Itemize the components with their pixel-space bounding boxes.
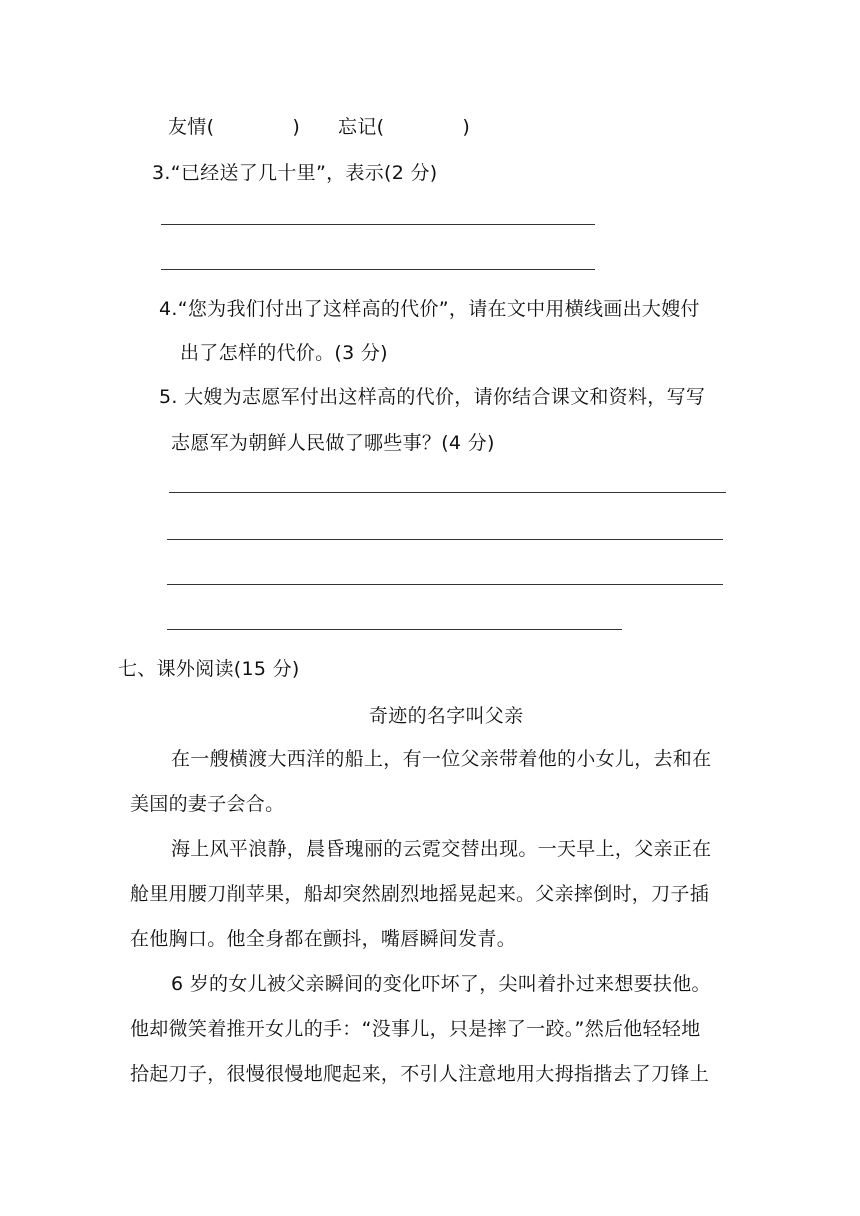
q2-answer-row — [168, 114, 470, 140]
q5-answer-line-1[interactable] — [169, 492, 726, 493]
passage-p3-line-2: 他却微笑着推开女儿的手：“没事儿，只是摔了一跤。”然后他轻轻地 — [130, 1018, 701, 1040]
wangji-label: 忘记 — [338, 116, 377, 138]
youqing-open-paren: ( — [206, 116, 215, 138]
section-7-heading: 七、课外阅读(15 分) — [118, 658, 300, 680]
passage-p2-line-1: 海上风平浪静，晨昏瑰丽的云霓交替出现。一天早上，父亲正在 — [171, 838, 712, 860]
wangji-close-paren: ) — [462, 116, 471, 138]
passage-p3-line-3: 拾起刀子，很慢很慢地爬起来，不引人注意地用大拇指揩去了刀锋上 — [130, 1063, 710, 1085]
q3-answer-line-2[interactable] — [161, 269, 595, 270]
question-5-line-2: 志愿军为朝鲜人民做了哪些事？(4 分) — [171, 432, 495, 454]
question-4-line-1: 4.“您为我们付出了这样高的代价”，请在文中用横线画出大嫂付 — [159, 298, 700, 320]
wangji-open-paren: ( — [376, 116, 385, 138]
question-4-line-2: 出了怎样的代价。(3 分) — [180, 342, 388, 364]
q5-answer-line-2[interactable] — [167, 539, 723, 540]
youqing-label: 友情 — [168, 116, 207, 138]
question-5-line-1: 5. 大嫂为志愿军付出这样高的代价，请你结合课文和资料，写写 — [159, 386, 706, 408]
passage-p1-line-2: 美国的妻子会合。 — [130, 793, 285, 815]
q5-answer-line-4[interactable] — [167, 629, 622, 630]
question-3: 3.“已经送了几十里”，表示(2 分) — [152, 162, 438, 184]
passage-title: 奇迹的名字叫父亲 — [369, 705, 524, 727]
q3-answer-line-1[interactable] — [161, 224, 595, 225]
youqing-close-paren: ) — [292, 116, 301, 138]
passage-p2-line-2: 舱里用腰刀削苹果，船却突然剧烈地摇晃起来。父亲摔倒时，刀子插 — [130, 883, 710, 905]
passage-p2-line-3: 在他胸口。他全身都在颤抖，嘴唇瞬间发青。 — [130, 928, 517, 950]
passage-p3-line-1: 6 岁的女儿被父亲瞬间的变化吓坏了，尖叫着扑过来想要扶他。 — [171, 973, 711, 995]
q5-answer-line-3[interactable] — [167, 584, 723, 585]
passage-p1-line-1: 在一艘横渡大西洋的船上，有一位父亲带着他的小女儿，去和在 — [171, 748, 712, 770]
